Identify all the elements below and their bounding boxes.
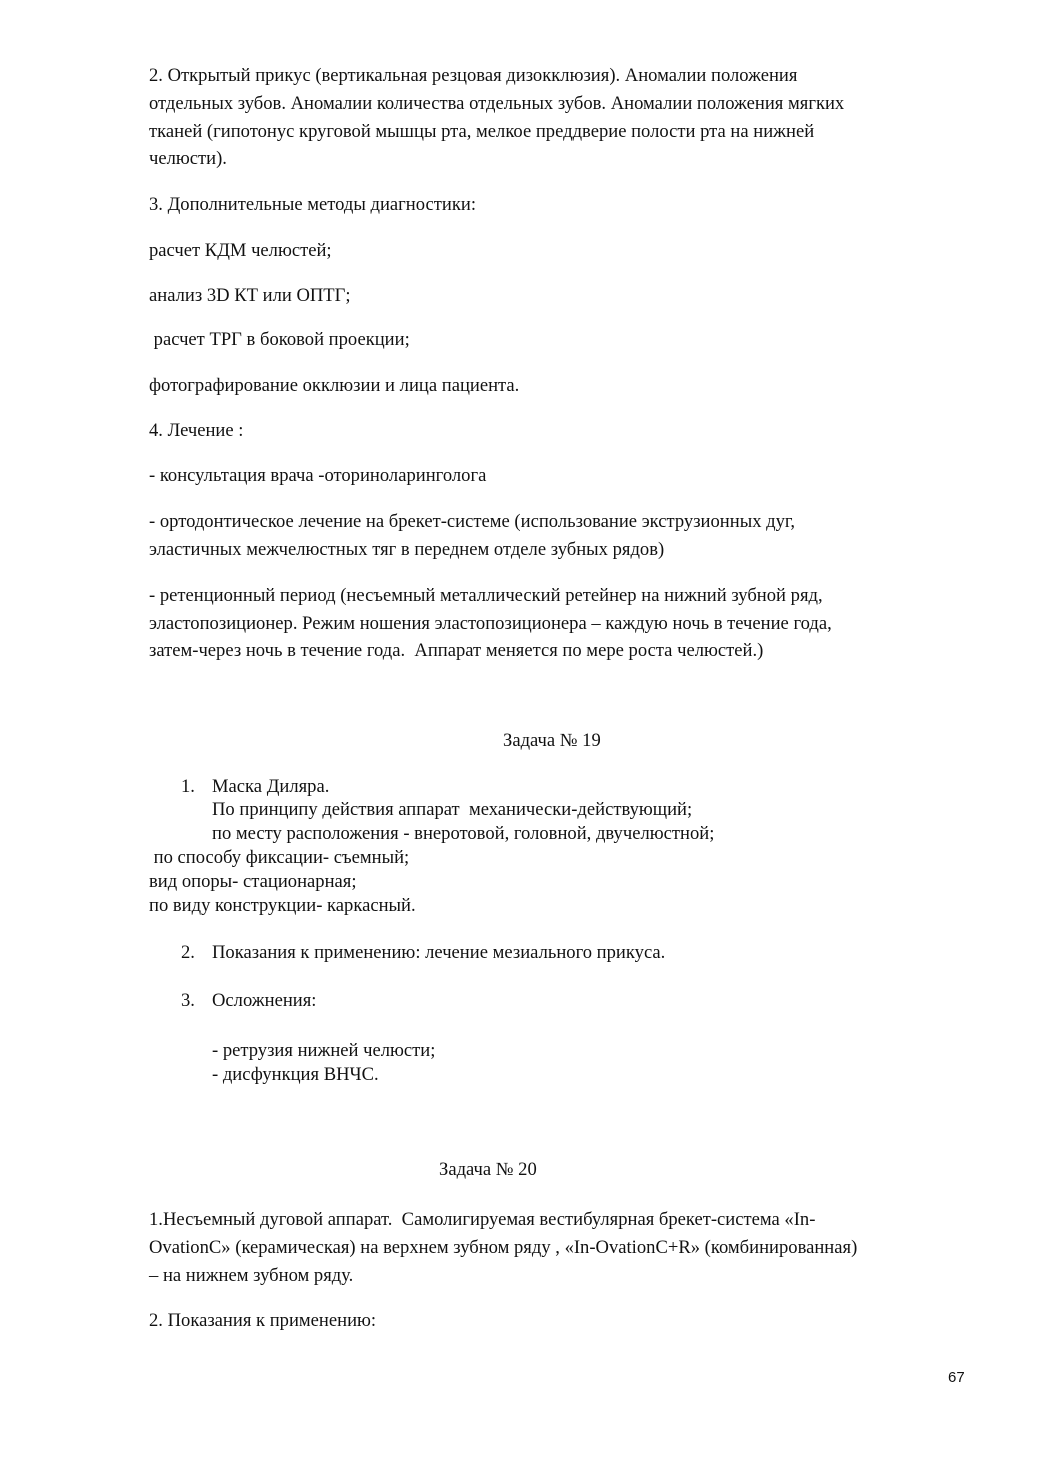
list-item: вид опоры- стационарная; xyxy=(149,871,357,892)
list-item: расчет ТРГ в боковой проекции; xyxy=(149,329,410,350)
list-item: Осложнения: xyxy=(212,990,317,1011)
task-title: Задача № 20 xyxy=(439,1159,537,1180)
list-item: - ретрузия нижней челюсти; xyxy=(212,1040,436,1061)
list-item: расчет КДМ челюстей; xyxy=(149,240,332,261)
list-item: - дисфункция ВНЧС. xyxy=(212,1064,379,1085)
list-item: анализ 3D КТ или ОПТГ; xyxy=(149,285,351,306)
list-item: фотографирование окклюзии и лица пациента. xyxy=(149,375,520,396)
list-item: затем-через ночь в течение года. Аппарат меняется по мере роста челюстей.) xyxy=(149,640,764,661)
text-line: – на нижнем зубном ряду. xyxy=(149,1265,354,1286)
text-line: 1.Несъемный дуговой аппарат. Самолигируемая вестибулярная брекет-система «In- xyxy=(149,1209,816,1230)
text-line: 2. Открытый прикус (вертикальная резцовая дизокклюзия). Аномалии положения xyxy=(149,65,798,86)
list-number: 2. xyxy=(181,942,195,963)
list-item: Маска Диляра. xyxy=(212,776,330,797)
section-heading: 4. Лечение : xyxy=(149,420,244,441)
text-line: отдельных зубов. Аномалии количества отдельных зубов. Аномалии положения мягких xyxy=(149,93,845,114)
list-item: По принципу действия аппарат механически-действующий; xyxy=(212,799,693,820)
list-item: эластопозиционер. Режим ношения эластопозиционера – каждую ночь в течение года, xyxy=(149,613,832,634)
list-item: - консультация врача -оториноларинголога xyxy=(149,465,487,486)
list-number: 1. xyxy=(181,776,195,797)
list-item: эластичных межчелюстных тяг в переднем отделе зубных рядов) xyxy=(149,539,665,560)
page-number: 67 xyxy=(948,1369,965,1386)
list-item: по месту расположения - внеротовой, головной, двучелюстной; xyxy=(212,823,715,844)
text-line: 2. Показания к применению: xyxy=(149,1310,377,1331)
list-item: по способу фиксации- съемный; xyxy=(149,847,410,868)
list-item: - ретенционный период (несъемный металлический ретейнер на нижний зубной ряд, xyxy=(149,585,823,606)
text-line: OvationC» (керамическая) на верхнем зубном ряду , «In-OvationC+R» (комбинированная) xyxy=(149,1237,858,1258)
list-item: по виду конструкции- каркасный. xyxy=(149,895,416,916)
section-heading: 3. Дополнительные методы диагностики: xyxy=(149,194,476,215)
text-line: челюсти). xyxy=(149,148,227,169)
text-line: тканей (гипотонус круговой мышцы рта, мелкое преддверие полости рта на нижней xyxy=(149,121,815,142)
list-item: - ортодонтическое лечение на брекет-системе (использование экструзионных дуг, xyxy=(149,511,796,532)
list-number: 3. xyxy=(181,990,195,1011)
list-item: Показания к применению: лечение мезиального прикуса. xyxy=(212,942,666,963)
task-title: Задача № 19 xyxy=(503,730,601,751)
